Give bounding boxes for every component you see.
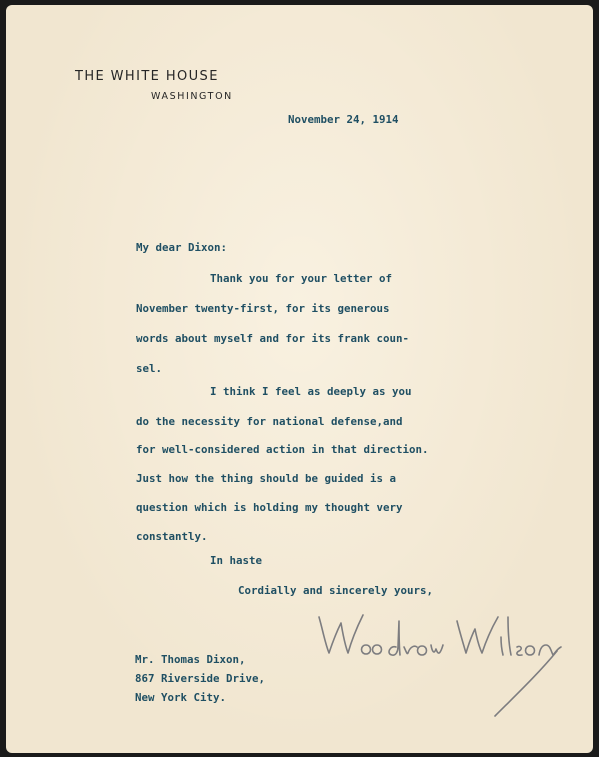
paragraph2-line: do the necessity for national defense,and xyxy=(136,415,403,428)
recipient-city: New York City. xyxy=(135,691,227,704)
paragraph2-line: question which is holding my thought very xyxy=(136,501,403,514)
letterhead-title: THE WHITE HOUSE xyxy=(75,69,219,84)
closing-line: Cordially and sincerely yours, xyxy=(238,584,434,597)
letterhead-city: WASHINGTON xyxy=(151,91,233,102)
letter-page xyxy=(6,5,593,753)
signature-image xyxy=(311,603,571,723)
paragraph2-line: Just how the thing should be guided is a xyxy=(136,472,397,485)
salutation: My dear Dixon: xyxy=(136,241,228,254)
letter-date: November 24, 1914 xyxy=(288,113,399,126)
paragraph1-line: words about myself and for its frank coun- xyxy=(136,332,410,345)
paragraph2-line: for well-considered action in that direction. xyxy=(136,443,429,456)
recipient-street: 867 Riverside Drive, xyxy=(135,672,266,685)
paragraph1-line: November twenty-first, for its generous xyxy=(136,302,390,315)
paragraph2-line: I think I feel as deeply as you xyxy=(210,385,412,398)
paragraph1-line: Thank you for your letter of xyxy=(210,272,393,285)
recipient-name: Mr. Thomas Dixon, xyxy=(135,653,246,666)
paragraph2-line: constantly. xyxy=(136,530,208,543)
closing-line: In haste xyxy=(210,554,263,567)
paragraph1-line: sel. xyxy=(136,362,163,375)
